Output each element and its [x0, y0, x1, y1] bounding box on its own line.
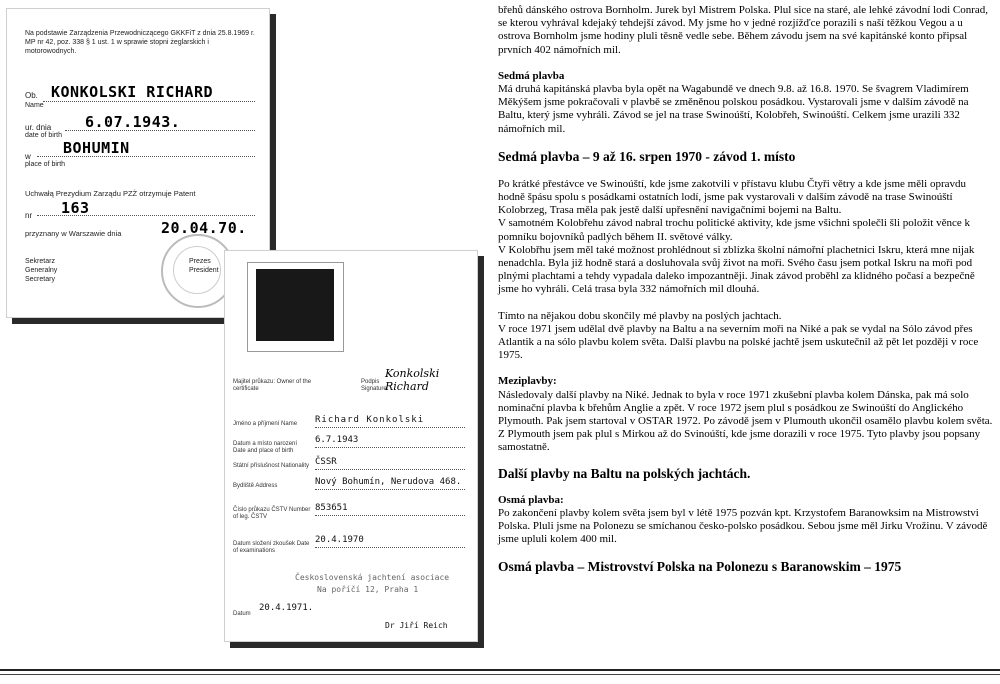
bottom-rule-thin [0, 674, 1000, 675]
row-5-label: Datum složení zkoušek Date of examinations [233, 541, 310, 554]
subheading: Meziplavby: [498, 375, 557, 388]
holder-signature: Konkolski Richard [385, 367, 440, 393]
patent-header: Na podstawie Zarządzenia Przewodniczącego GKKFiT z dnia 25.8.1969 r. MP nr 42, poz. 338 § 1 ust. 1 w sprawie stopni żeglarskich i motorowodnych. [25, 30, 255, 55]
paragraph: V roce 1971 jsem udělal dvě plavby na Baltu a na severním moři na Niké a pak se vydal na Sólo závod přes Atlantik a na sólo plavbu kolem světa. Další plavbu na polské jachtě jsem uskutečnil až pět let později v roce 1975. [498, 322, 979, 362]
paragraph: Následovaly další plavby na Niké. Jednak to byla v roce 1971 zkušební plavba kolem Dánska, pak má solo nominační plavba k břehům Anglie a zpět. V roce 1972 jsem plul s posádkou ze Swinoúští do Anglického Plymouth. Pak jsem startoval v OSTAR 1972. Po závodě jsem v Plumouth ukončil osamělo plavbu kolem světa. Z Plymouth jsem pak plul s Mirkou až do Svinoúští, kde jsme dorazili v roce 1975. Tyto plavby jsou popsany samostatně. [498, 388, 993, 454]
granted-value: 20.04.70. [161, 219, 247, 237]
secretary-label: Sekretarz Generalny Secretary [25, 258, 58, 283]
signature-label: Podpis Signature [361, 379, 387, 392]
date-value: 20.4.1971. [259, 603, 314, 613]
place-value: BOHUMIN [63, 139, 130, 157]
row-0-label: Jméno a příjmení Name [233, 421, 298, 427]
bottom-rule [0, 669, 1000, 671]
section-heading: Další plavby na Baltu na polských jachtách. [498, 465, 751, 481]
stamp-line-1: Československá jachtení asociace [295, 573, 450, 582]
row-1-value: 6.7.1943 [315, 435, 359, 445]
row-3-value: Nový Bohumín, Nerudova 468. [315, 477, 462, 487]
section-heading: Sedmá plavba – 9 až 16. srpen 1970 - závod 1. místo [498, 148, 796, 164]
subheading: Osmá plavba: [498, 493, 564, 506]
row-2-value: ČSSR [315, 457, 337, 467]
row-4-label: Číslo průkazu ČSTV Number of leg. ČSTV [233, 507, 311, 520]
signer-name: Dr Jiří Reich [385, 621, 448, 630]
paragraph: V Kolobřhu jsem měl také možnost prohlédnout si zblízka školní námořní plachetnici Iskru, která mne nijak nenadchla. Byla již hodně stará a dosluhovala svůj život na moři. Svého času jsem potkal Iskru na moři pod plnými plachtami a tehdy vypadala daleko impozantněji. Jinak závod proběhl za klidného počasí a bezpečně jsme ho vyhráli. Celá trasa byla 332 námořních mil dlouhá. [498, 243, 975, 296]
granted-label: przyznany w Warszawie dnia [25, 229, 122, 238]
stamp-line-2: Na poříčí 12, Praha 1 [317, 585, 419, 594]
row-1-label: Datum a místo narození Date and place of birth [233, 441, 298, 454]
portrait-photo [247, 262, 344, 352]
resolution-text: Uchwałą Prezydium Zarządu PZŻ otrzymuje Patent [25, 189, 196, 198]
date-label: Datum [233, 611, 251, 617]
row-3-label: Bydliště Address [233, 483, 278, 489]
row-0-value: Richard Konkolski [315, 415, 425, 425]
name-value: KONKOLSKI RICHARD [51, 83, 214, 101]
paragraph: Má druhá kapitánská plavba byla opět na Wagabundě ve dnech 9.8. až 16.8. 1970. Se švagrem Vladimírem Měkýšem jsme pokračovali v plavbě se změněnou polskou posádkou. Vystarovali jsme v dalším závodě na Baltu, který jsme vyhráli. Závod se jel na trase Swinoúští, Kolobřeh, Swinoúští. Celkem jsme urazili 332 námořních mil. [498, 83, 969, 135]
row-2-label: Státní příslušnost Nationality [233, 463, 310, 469]
born-label: ur. dnia [25, 123, 52, 132]
article-text [498, 4, 994, 575]
born-sublabel: date of birth [25, 132, 62, 139]
president-label: Prezes President [189, 258, 219, 274]
paragraph: Tímto na nějakou dobu skončily mé plavby na poslých jachtach. [498, 309, 782, 322]
holder-label: Majitel průkazu: Owner of the certificate [233, 379, 312, 392]
paragraph: Po zakončení plavby kolem světa jsem byl v létě 1975 pozván kpt. Krzystofem Baranowksim na Mistrowstvi Polska. Pluli jsme na Polonezu se smíchanou česko-polsko posádkou. Sebou jsme měl Jirku Vrožinu. V závodě jsme upluli kolem 400 mil. [498, 506, 988, 546]
row-5-value: 20.4.1970 [315, 535, 364, 545]
row-4-value: 853651 [315, 503, 348, 513]
nr-label: nr [25, 211, 33, 220]
paragraph: V samotném Kolobřehu závod nabral trochu politické aktivity, kde jsme všichni společli šli položit věnce k pomníku bojovníků padlých během II. světové války. [498, 217, 970, 243]
paragraph: břehů dánského ostrova Bornholm. Jurek byl Mistrem Polska. Plul sice na staré, ale lehké závodní lodi Conrad, se kterou vyhrával kdejaký tehdejší závod. My jsme ho v jedné rozjížďce porazili s naší těžkou Vegou a u ostrova Bornholm jsme hodiny pluli těsně vedle sebe. Během závodu jsem na své kapitánské konto připsal prvních 402 námořních mil. [498, 4, 989, 56]
subheading: Sedmá plavba [498, 69, 565, 82]
place-label: w [25, 152, 31, 161]
name-label: Ob. [25, 91, 38, 100]
section-heading: Osmá plavba – Mistrovství Polska na Polonezu s Baranowskim – 1975 [498, 558, 902, 574]
nr-value: 163 [61, 199, 90, 217]
born-value: 6.07.1943. [85, 113, 181, 131]
paragraph: Po krátké přestávce ve Swinoúští, kde jsme zakotvili v přístavu klubu Čtyři větry a kde jsme měli opravdu hodně špásu spolu s posádkami ostatních lodí, jsme pak vystarovali v dalším závodě na trase Swinoúští Kolobrzeg, Trasa měla pak jestě další upřesnění navigačními bojemi na Baltu. [498, 177, 967, 217]
place-sublabel: place of birth [25, 161, 66, 168]
name-sublabel: Name [25, 102, 44, 109]
